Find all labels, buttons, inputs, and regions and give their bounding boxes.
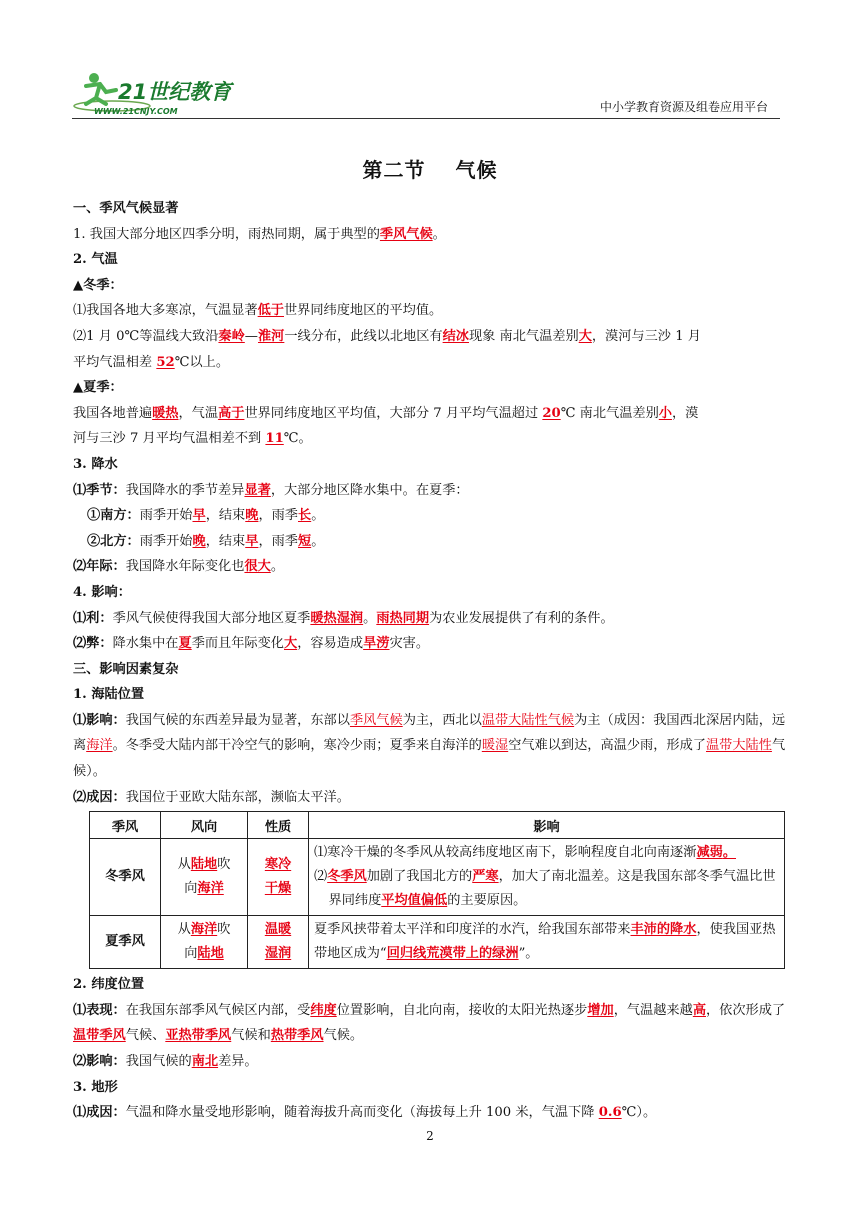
table-cell: 从海洋吹 向陆地 [161,916,248,969]
table-cell: 寒冷 干燥 [248,839,309,916]
document-body [73,158,787,1126]
monsoon-table [89,811,785,969]
paragraph: ⑴我国各地大多寒凉，气温显著低于世界同纬度地区的平均值。 [73,303,443,319]
paragraph: ⑴成因：气温和降水量受地形影响，随着海拔升高而变化（海拔每上升 100 米，气温下降 0.6℃）。 [73,1105,657,1121]
paragraph: 我国各地普遍暖热，气温高于世界同纬度地区平均值，大部分 7 月平均气温超过 20℃ 南北气温差别小，漠 [73,405,699,421]
platform-name: 中小学教育资源及组卷应用平台 [599,100,768,114]
table-cell: ⑴寒冷干燥的冬季风从较高纬度地区南下，影响程度自北向南逐渐减弱。 ⑵冬季风加剧了我国北方的严寒，加大了南北温差。这是我国东部冬季气温比世界同纬度平均值偏低的主要原因。 [309,839,785,916]
section-heading: 一、季风气候显著 [73,201,179,216]
paragraph: ②北方：雨季开始晚，结束早，雨季短。 [87,533,325,549]
logo-url: WWW.21CNJY.COM [94,107,178,116]
paragraph: ⑵年际：我国降水年际变化也很大。 [73,559,284,575]
table-row [90,916,785,969]
table-cell: 夏季风挟带着太平洋和印度洋的水汽，给我国东部带来丰沛的降水，使我国亚热带地区成为“回归线荒漠带上的绿洲”。 [309,916,785,969]
paragraph: ⑴季节：我国降水的季节差异显著，大部分地区降水集中。在夏季： [73,482,469,498]
table-header: 影响 [309,812,785,839]
paragraph: 1. 我国大部分地区四季分明，雨热同期，属于典型的季风气候。 [73,226,446,242]
table-header: 性质 [248,812,309,839]
paragraph: ⑵弊：降水集中在夏季而且年际变化大，容易造成旱涝灾害。 [73,636,430,652]
paragraph: ⑴影响：我国气候的东西差异最为显著，东部以季风气候为主，西北以温带大陆性气候为主（成因：我国西北深居内陆，远离海洋。冬季受大陆内部干冷空气的影响，寒冷少雨；夏季来自海洋的暖湿空气难以到达，高温少雨，形成了温带大陆性气候）。 [73,712,786,780]
paragraph: ⑵成因：我国位于亚欧大陆东部，濒临太平洋。 [73,789,350,805]
subheading: 2. 纬度位置 [73,977,145,993]
paragraph: ①南方：雨季开始早，结束晚，雨季长。 [87,508,325,524]
paragraph: ⑵影响：我国气候的南北差异。 [73,1054,258,1070]
paragraph: 平均气温相差 52℃以上。 [73,354,230,370]
table-header: 风向 [161,812,248,839]
table-row [90,839,785,916]
table-cell: 从陆地吹 向海洋 [161,839,248,916]
paragraph: ⑴表现：在我国东部季风气候区内部，受纬度位置影响，自北向南，接收的太阳光热逐步增加，气温越来越高，依次形成了温带季风气候、亚热带季风气候和热带季风气候。 [73,1002,786,1044]
page-title: 第二节 气候 [362,158,498,182]
subheading: ▲夏季： [73,380,123,396]
subheading: 3. 降水 [73,456,118,472]
page-header [72,66,780,119]
table-cell: 温暖 湿润 [248,916,309,969]
table-cell: 夏季风 [90,916,161,969]
table-cell: 冬季风 [90,839,161,916]
subheading: 2. 气温 [73,252,118,268]
paragraph: 河与三沙 7 月平均气温相差不到 11℃。 [73,431,312,447]
logo-text: 21世纪教育 [118,80,232,104]
section-heading: 三、影响因素复杂 [73,661,179,677]
logo-21cnjy [72,70,242,116]
subheading: ▲冬季： [73,277,123,293]
table-header: 季风 [90,812,161,839]
subheading: 1. 海陆位置 [73,687,145,703]
table-header-row [90,812,785,839]
subheading: 4. 影响： [73,584,131,600]
paragraph: ⑴利：季风气候使得我国大部分地区夏季暖热湿润。雨热同期为农业发展提供了有利的条件。 [73,610,614,626]
paragraph: ⑵1 月 0℃等温线大致沿秦岭—淮河一线分布，此线以北地区有结冰现象 南北气温差别大，漠河与三沙 1 月 [73,328,701,344]
subheading: 3. 地形 [73,1079,118,1095]
page-number: 2 [426,1129,434,1143]
